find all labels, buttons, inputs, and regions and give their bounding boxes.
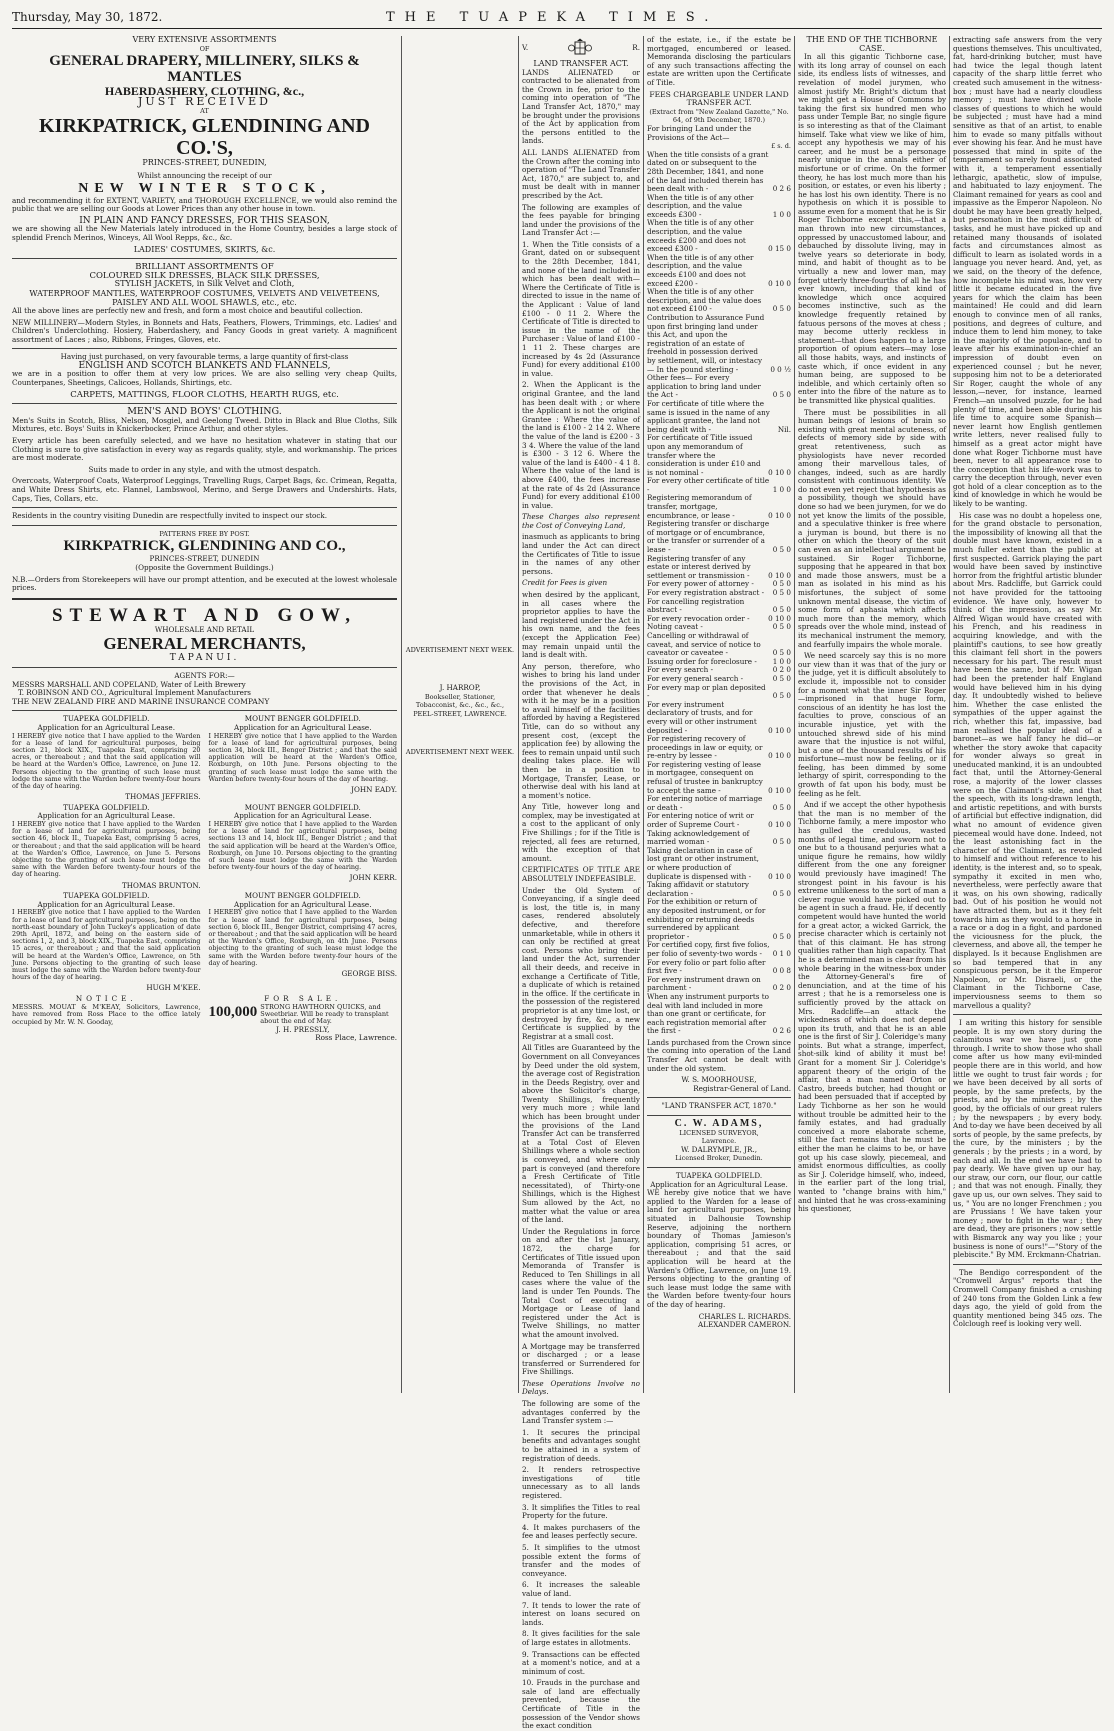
fee-description: For every instrument drawn on parchment - <box>647 974 761 993</box>
ad-ladies: LADIES' COSTUMES, SKIRTS, &c. <box>133 244 276 254</box>
notice-body: I HEREBY give notice that I have applied to the Warden for a lease of land for agricultural purposes, being section 46, block II., Tuapeka East, comprising 5 acres, or thereabout ; and that the said application will be heard at the Warden's Office, Lawrence, on June 5. Persons objecting to the granting of such lease must lodge the same with the Warden before twenty-four hours of the day of hearing. <box>12 819 201 879</box>
lease-notice <box>12 892 201 993</box>
lt-para-5: 2. When the Applicant is the original Grantee, and the land has been dealt with ; or where the Applicant is not the original Grantee : Where the value of the land is £100 - 2 14 2. Where the value of the land is £200 - 3 3 4. Where the value of the land is £300 - 3 12 6. Where the value of the land is £400 - 4 1 8. Where the value of the land is above £400, the fees increase at the rate of 4s 2d (Assurance Fund) for every additional £100 in value. <box>522 380 640 510</box>
tichborne-paragraph: extracting safe answers from the very questions themselves. This uncultivated, fat, hard-drinking butcher, must have had twice the legal though latent capacity of the sharp little ferret who created such amusement in the witness-box ; must have had a nearly cloudless memory ; must have divined whole classes of questions to which he would be subjected ; must have had a mind sensitive as that of an artist, to enable him to evade so many pitfalls without ever showing his fear. And he must have possessed that mind in spite of the temperament so rarely found associated with it, a temperament essentially lethargic, apathetic, slow of impulse, and habituated to lazy enjoyment. The Claimant remained for years as cool and impassive as the Emperor Napoleon. No doubt he may have been greatly helped, but personation in the most difficult of tasks, and he must have picked up and retained many thousands of isolated facts and circumstances almost as difficult to learn as isolated words in a language you never heard. And, yet, as we said, on the theory of the defence, how incomplete his mind was, how very little it became educated in the five years for which the claim has been maintained! He could and did learn enough to convince men of all ranks, positions, and degrees of culture, and induce them to lend him money, to take in the majority of the populace, and to leave after his examination-in-chief an impression of doubt even on experienced counsel ; but he never, supposing him not to be a deteriorated Sir Roger, caught the whole of any lesson,—never, for instance, learned French—an unsolved puzzle, for he had plenty of time, and been able during his life time to acquire some Spanish—never learnt how English gentlemen write letters, never realised fully to himself as a great actor might have done what Roger Tichborne must have been, never to all appearance rose to the conception that his life-work was to carry the deception through, never even got hold of a clear conception as to the kind of knowledge in which he would be likely to be wanting. <box>953 35 1102 509</box>
lt-advantage: 4. It makes purchasers of the fee and leases perfectly secure. <box>522 1522 640 1541</box>
lt-advantage: 7. It tends to lower the rate of interest on loans secured on lands. <box>522 1600 640 1627</box>
notice-body: I HEREBY give notice that I have applied to the Warden for a lease of land for agricultural purposes, being section 34, block III., Benger District ; and that the said application will be heard at the Warden's Office, Roxburgh, on 10th June. Persons objecting to the granting of such lease must lodge the same with the Warden before twenty-four hours of the day of hearing. <box>208 731 397 783</box>
notice-signature: JOHN KERR. <box>349 873 397 883</box>
fee-amount: 0 10 0 <box>768 785 791 795</box>
ad-whilst: Whilst announcing the receipt of our <box>137 170 272 180</box>
notice-signature: GEORGE BISS. <box>341 968 397 978</box>
fees-note: Lands purchased from the Crown since the coming into operation of the Land Transfer Act cannot be dealt with under the old system. <box>647 1037 791 1073</box>
ad-agent-3: THE NEW ZEALAND FIRE AND MARINE INSURANCE COMPANY <box>12 696 270 706</box>
fee-amount: 0 5 0 <box>772 605 791 615</box>
fee-description: For registering vesting of lease in mortgagee, consequent on refusal of trustee in bankruptcy to accept the same - <box>647 759 763 795</box>
ad-agent-2: T. ROBINSON AND CO., Agricultural Implement Manufacturers <box>18 688 251 698</box>
lt-para-7: inasmuch as applicants to bring land under the Act can direct the Certificates of Title to issue in the names of any other persons. <box>522 532 640 576</box>
fee-amount: 0 5 0 <box>772 673 791 683</box>
fee-amount: 1 0 0 <box>772 656 791 666</box>
lease-notice <box>209 715 398 801</box>
ad-having: Having just purchased, on very favourable terms, a large quantity of first-class <box>60 352 349 362</box>
notice-body: I HEREBY give notice that I have applied to the Warden for a lease of land for agricultural purposes, being sections 13 and 14, block III., Benger District ; and that the said application will be heard at the Warden's Office, Roxburgh, on June 10. Persons objecting to the granting of such lease must lodge the same with the Warden before twenty-four hours of the day of hearing. <box>208 819 397 872</box>
ad-above: All the above lines are perfectly new and fresh, and form a most choice and beautiful collection. <box>12 305 363 315</box>
notice-subheading: Application for an Agricultural Lease. <box>650 1179 788 1189</box>
fee-amount: 0 5 0 <box>772 588 791 597</box>
lt-para-10: Any person, therefore, who wishes to bring his land under the provisions of the Act, in order that whenever he deals with it he may be in a position to avail himself of the facilities afforded by having a Registered Title, can do so without any present cost, (except the application fee) by allowing the fees to remain unpaid until such dealing takes place. He will then be in a position to Mortgage, Transfer, Lease, or otherwise deal with his land at a moment's notice. <box>522 661 640 800</box>
royal-crest <box>522 38 640 58</box>
notice-body: I HEREBY give notice that I have applied to the Warden for a lease of land for agricultural purposes, being section 21, block XIX., Tuapeka East, comprising 20 acres, or thereabout ; and that the said application will be heard at the Warden's Office, Lawrence, on June 12. Persons objecting to the granting of such lease must lodge the same with the Warden before twenty-four hours of the day of hearing. <box>12 731 201 790</box>
fee-amount: 0 0 ½ <box>770 364 791 374</box>
ad-carpets: CARPETS, MATTINGS, FLOOR CLOTHS, HEARTH RUGS, etc. <box>70 389 339 400</box>
notice-heading: TUAPEKA GOLDFIELD. <box>675 1171 763 1180</box>
fee-row <box>647 684 791 701</box>
notice-heading: MOUNT BENGER GOLDFIELD. <box>244 891 361 901</box>
fee-amount: 0 5 0 <box>772 622 791 632</box>
ad-agent-1: MESSRS MARSHALL AND COPELAND, Water of Leith Brewery <box>12 679 246 689</box>
crest-v: V. <box>522 42 529 52</box>
fee-description: Registering transfer of any estate or interest derived by settlement or transmission - <box>647 553 751 580</box>
ad-mens: MEN'S AND BOYS' CLOTHING. <box>127 406 282 418</box>
issue-date: Thursday, May 30, 1872. <box>12 10 163 24</box>
ad-patterns: PATTERNS FREE BY POST. <box>159 529 250 538</box>
fee-description: When the title is of any other description, and the value exceeds £300 - <box>647 192 754 219</box>
lt-para-15: Under the Regulations in force on and after the 1st January, 1872, the charge for Certificates of Title issued upon Memoranda of Transfer is Reduced to Ten Shillings in all cases where the value of the land is under Ten Pounds. The Total Cost of executing a Mortgage or Lease of land registered under the Act is Twelve Shillings, no matter what the amount involved. <box>522 1226 640 1339</box>
ad-firm-name-2: KIRKPATRICK, GLENDINING AND CO., <box>63 538 346 555</box>
ad-next-week-1: ADVERTISEMENT NEXT WEEK. <box>405 646 515 654</box>
fee-amount: 0 10 0 <box>768 570 791 580</box>
adams-town: Lawrence. <box>701 1137 737 1146</box>
for-sale-address: Ross Place, Lawrence. <box>315 1033 397 1043</box>
harrop-trades: Bookseller, Stationer, Tobacconist, &c., &c., &c., <box>415 692 505 710</box>
fee-description: For entering notice of marriage or death - <box>647 794 763 812</box>
solicitors-notice <box>12 995 201 1043</box>
fee-row <box>647 812 791 829</box>
notice-body: WE hereby give notice that we have applied to the Warden for a lease of land for agricultural purposes, being situated in Dalhousie Township Reserve, adjoining the northern boundary of Thomas Jamieson's application, comprising 51 acres, or thereabout ; and that the said application will be heard at the Warden's Office, Lawrence, on June 19. Persons objecting to the granting of such lease must lodge the same with the Warden before twenty-four hours of the day of hearing. <box>647 1188 791 1309</box>
notice-signature: JOHN EADY. <box>351 784 397 794</box>
fees-bring: For bringing Land under the Provisions of the Act— <box>647 123 752 142</box>
ad-wholesale: WHOLESALE AND RETAIL <box>154 624 255 634</box>
notice-body: I HEREBY give notice that I have applied to the Warden for a lease of land for agricultural purposes, being on the north-east boundary of John Tuckey's application of date 29th April, 1872, and being on the eastern side of sections 1, 2, and 3, block XIX., Tuapeka East, comprising 15 acres, or thereabout ; and that the said application will be heard at the Warden's Office, Lawrence, on 5th June. Persons objecting to the granting of such lease must lodge the same with the Warden before twenty-four hours of the day of hearing. <box>12 908 201 982</box>
act-title: "LAND TRANSFER ACT, 1870." <box>661 1101 777 1111</box>
tichborne-paragraph: And if we accept the other hypothesis that the man is no member of the Tichborne family, a mere impostor who has gulled the credulous, wasted months of legal time, and sworn not to one but to a thousand perjuries what a unique figure he remains, how wildly different from the one any foreigner would previously have imagined! The strongest point in his favour is his extreme unlikeness to the sort of man a clever rogue would have picked out to be agent in such a fraud. He, if decently competent would have hunted the world for a great actor, a wicked Garrick, the precise character which is certainly not that of this claimant. He has strong qualities rather than high capacity. That he is a determined man is clear from his whole bearing in the witness-box under the Attorney-General's fire of denunciation, and at the time of his arrest ; that he is a remorseless one is sufficiently proved by the attack on Mrs. Radcliffe—an attack the wickedness of which does not depend upon its truth, and that he is an able one is the first of Sir J. Coleridge's many points. But what a strange, imperfect, shot-silk kind of ability it must be! Grant for a moment Sir J. Coleridge's apparent theory of the origin of the affair, that a man named Orton or Castro, breeds butcher, had thought or had been persuaded that if accepted by Lady Tichborne as her son he would without trouble be admitted heir to the family estates, and had gradually conceived a more elaborate scheme, still the fact remains that he must be either the man he claims to be, or have got up his case slowly, piecemeal, and amidst enormous difficulties, as coolly as Sir J. Coleridge himself, who, indeed, in the earlier part of the long trial, wanted to "change brains with him," and hinted that he was cross-examining his questioner, <box>798 800 946 1214</box>
column-tichborne-cont <box>953 36 1102 1393</box>
fee-row <box>647 520 791 554</box>
fee-description: For certificate of Title issued upon any memorandum of transfer where the consideration is under £10 and is not nominal - <box>647 433 761 477</box>
fee-row <box>647 494 791 520</box>
notice-signature: THOMAS BRUNTON. <box>121 880 201 890</box>
ad-haberdashery-heading: HABERDASHERY, CLOTHING, &c., <box>104 84 305 99</box>
fee-description: When the title consists of a grant dated on or subsequent to the 28th December, 1841, and none of the land included therein has been dealt with - <box>647 149 769 194</box>
fee-amount: 0 10 0 <box>768 467 791 477</box>
lt-para-6: These Charges also represent the Cost of Conveying Land, <box>522 512 640 530</box>
fee-amount: 0 5 0 <box>772 304 791 314</box>
fee-row <box>647 959 791 976</box>
tichborne-paragraph: There must be possibilities in all human beings of lesions of brain so existing with great mental acuteness, of defects of memory side by side with great retentiveness, such as physiologists have never recorded among their marvellous tales, of changes, indeed, such as are hardly consistent with continuous identity. We do not even yet reject that hypothesis as a possibility, though we should have done so had we been jurymen, for we do not yet know the limits of the possible, and a speculative thinker is free where a juryman is bound, but there is no other on which the theory of the suit can even as an intellectual argument be sustained. Sir Roger Tichborne, supposing that he appeared in that box and made those answers, must be a man as isolated in his mind as his misfortunes, the subject of some unknown mental disease, the victim of some form of aphasia which affects much more than the memory, which spreads over the whole mind, instead of its mechanical instrument the memory, and fearfully impairs the whole morale. <box>798 407 946 649</box>
adams-title: LICENSED SURVEYOR, <box>679 1128 759 1137</box>
fee-row <box>647 993 791 1036</box>
fee-amount: 0 1 0 <box>772 948 791 958</box>
fees-intro: of the estate, i.e., if the estate be mortgaged, encumbered or leased. Memoranda disclosing the particulars of any such transactions affecting the estate are written upon the Certificate of Title. <box>647 35 791 87</box>
fee-row <box>647 847 791 881</box>
crest-r: R. <box>632 42 640 52</box>
notice-subheading: Application for an Agricultural Lease. <box>234 899 372 909</box>
lt-advantage: 9. Transactions can be effected at a moment's notice, and at a minimum of cost. <box>522 1649 640 1676</box>
ad-firm-address: PRINCES-STREET, DUNEDIN, <box>142 158 267 168</box>
fee-description: For every revocation order - <box>647 613 750 623</box>
fee-description: When the title is of any other description, and the value exceeds £200 and does not exceed £300 - <box>647 218 754 254</box>
ad-brilliant: BRILLIANT ASSORTMENTS OF <box>135 262 274 273</box>
lt-para-14: All Titles are Guaranteed by the Government on all Conveyances by Deed under the old system, the average cost of Registration in the Deeds Registry, over and above the Solicitor's charge, Twenty Shillings, frequently very much more ; while land which has been brought under the provisions of the Land Transfer Act can be transferred at a Total Cost of Eleven Shillings where a whole section is conveyed, and where only part is conveyed (and therefore a Fresh Certificate of Title necessitated), of Thirty-one Shillings, which is the Highest Sum allowed by the Act, no matter what the value or area of the land. <box>522 1043 640 1225</box>
masthead <box>12 10 1102 29</box>
notice-signature: CHARLES L. RICHARDS. <box>698 1311 791 1321</box>
for-sale-signature: J. H. PRESSLY, <box>276 1024 330 1034</box>
fee-description: Taking declaration in case of lost grant or other instrument, or where production of duplicate is dispensed with - <box>647 845 759 881</box>
column-fees <box>647 36 791 1393</box>
ad-at: AT <box>200 106 209 115</box>
ad-every: Every article has been carefully selected, and we have no hesitation whatever in stating that our Clothing is sure to give satisfaction in every way as regards quality, style, and workmanship. The prices are most moderate. <box>12 436 397 463</box>
newspaper-title: THE TUAPEKA TIMES. <box>385 10 719 25</box>
registrar-title: Registrar-General of Land. <box>693 1083 791 1093</box>
fee-amount: 0 10 0 <box>768 751 791 761</box>
lt-para-3: The following are examples of the fees payable for bringing land under the provisions of the Land Transfer Act :— <box>522 202 640 238</box>
fee-amount: 0 0 8 <box>772 966 791 976</box>
column-land-transfer <box>522 36 640 1731</box>
fee-amount: 0 10 0 <box>768 820 791 830</box>
dalrymple-title: Licensed Broker, Dunedin. <box>675 1154 763 1163</box>
fee-row <box>647 941 791 958</box>
fee-description: Registering memorandum of transfer, mortgage, encumbrance, or lease - <box>647 493 752 520</box>
ad-nb: N.B.—Orders from Storekeepers will have our prompt attention, and be executed at the lowest wholesale prices. <box>12 574 397 593</box>
fee-description: For certified copy, first five folios, per folio of seventy-two words - <box>647 940 770 958</box>
ad-assortments: VERY EXTENSIVE ASSORTMENTS <box>132 35 277 44</box>
lt-para-2: ALL LANDS ALIENATED from the Crown after the coming into operation of "The Land Transfer Act, 1870," are subject to, and must be dealt with in manner prescribed by the Act. <box>522 147 640 200</box>
ad-just-received: JUST RECEIVED <box>138 95 271 109</box>
notice-heading: NOTICE. <box>75 993 137 1003</box>
for-sale-quantity: 100,000 <box>208 1003 258 1020</box>
fee-description: Cancelling or withdrawal of caveat, and service of notice to caveator or caveatee - <box>647 630 761 658</box>
fee-row <box>647 151 791 194</box>
fee-description: When the title is of any other description, and the value does not exceed £100 - <box>647 287 762 314</box>
fee-description: Taking acknowledgement of married woman - <box>647 828 750 847</box>
tichborne-paragraph: In all this gigantic Tichborne case, with its long array of counsel on each side, its endless lists of witnesses, and revelation of model jurymen, who almost justify Mr. Bright's dictum that we might get a House of Commons by taking the first six hundred men who pass under Temple Bar, no single figure is so interesting as that of the Claimant himself. Take what view we like of him, accept any hypothesis we may of his career, and he must be a personage nearly unique in the annals either of misfortune or of crime. On the former theory, he has lost much more than his position, or estates, or even his liberty ; he has lost his own identity. There is no hypothesis on which it is possible to assume even for a moment that he is Sir Roger Tichborne except this,—that a man thrown into new circumstances, oppressed by unaccustomed labour, and debauched by dissolute living, may in twelve years so deteriorate in body, mind, and habit of thought as to be virtually a new and lower man, may forget utterly three-fourths of all he has ever known, including that kind of knowledge which once acquired becomes instinctive, such as the knowledge frequently retained by fatuous persons of the moves at chess ; may become utterly reckless in statement—that does happen to a large proportion of opium eaters—may lose all those habits, ways, and instincts of caste which, if once evident in any human being, are supposed to be indelible, and which certainly often so enter into the fibre of the nature as to be transmitted like physical qualities. <box>798 52 946 405</box>
fee-description: For every power of attorney - <box>647 579 754 589</box>
notice-signature: HUGH M'KEE. <box>146 983 201 993</box>
notice-signature: THOMAS JEFFRIES. <box>125 792 201 802</box>
fees-heading: FEES CHARGEABLE UNDER LAND TRANSFER ACT. <box>649 89 789 108</box>
lt-advantage: 6. It increases the saleable value of land. <box>522 1580 640 1598</box>
ad-blankets: ENGLISH AND SCOTCH BLANKETS AND FLANNELS, <box>78 360 331 371</box>
dalrymple-name: W. DALRYMPLE, JR., <box>680 1144 757 1154</box>
fee-description: When the title is of any other description, and the value exceeds £100 and does not exceed £200 - <box>647 252 754 288</box>
ad-coloured: COLOURED SILK DRESSES, BLACK SILK DRESSES, <box>89 270 320 281</box>
notice-heading: MOUNT BENGER GOLDFIELD. <box>244 802 361 812</box>
ad-showing: we are showing all the New Materials lately introduced in the Home Country, besides a large stock of splendid French Merinos, Winceys, All Wool Repps, &c., &c. <box>12 224 397 242</box>
lt-advantage: 3. It simplifies the Titles to real Property for the future. <box>522 1502 640 1521</box>
notice-heading: TUAPEKA GOLDFIELD. <box>63 714 150 724</box>
fee-row <box>647 374 791 400</box>
fee-amount: 0 2 0 <box>772 983 791 993</box>
fee-row <box>647 830 791 847</box>
for-sale-notice <box>209 995 398 1043</box>
lt-para-9: when desired by the applicant, in all cases where the proprietor applies to have the land registered under the Act in his own name, and the fees (except the Application Fee) may remain unpaid until the land is dealt with. <box>522 590 640 660</box>
lt-advantage: 2. It renders retrospective investigations of title unnecessary as to all lands registered. <box>522 1465 640 1500</box>
fee-amount: 0 5 0 <box>772 390 791 400</box>
ad-drapery-heading: GENERAL DRAPERY, MILLINERY, SILKS & MANTLES <box>49 53 360 86</box>
land-transfer-heading: LAND TRANSFER ACT. <box>533 59 629 68</box>
notice-subheading: Application for an Agricultural Lease. <box>37 722 175 732</box>
column-tichborne <box>798 36 946 1393</box>
fee-amount: 0 5 0 <box>772 579 791 589</box>
fee-description: Contribution to Assurance Fund upon first bringing land under this Act, and upon the registration of an estate of freehold in possession derived by settlement, will, or intestacy— In the pound sterling - <box>647 313 765 374</box>
fee-description: For every general search - <box>647 673 744 683</box>
fee-amount: 1 0 0 <box>772 209 791 219</box>
ad-tapanui: TAPANUI. <box>169 653 240 664</box>
lt-advantage: 8. It gives facilities for the sale of large estates in allotments. <box>522 1629 640 1647</box>
lt-para-16: A Mortgage may be transferred or discharged ; or a lease transferred or Surrendered for Five Shillings. <box>522 1341 640 1377</box>
fee-description: For every search - <box>647 665 714 675</box>
ad-suits: Men's Suits in Scotch, Bliss, Nelson, Mosgiel, and Geelong Tweed. Ditto in Black and Blue Cloths, Silk Mixtures, etc. Boys' Suits in Knickerbocker, Prince Arthur, and other styles. <box>12 415 397 434</box>
coat-of-arms-icon <box>568 38 592 58</box>
ad-next-week-2: ADVERTISEMENT NEXT WEEK. <box>405 748 515 756</box>
ad-general-merchants: GENERAL MERCHANTS, <box>103 634 306 654</box>
bendigo-news: The Bendigo correspondent of the "Cromwell Argus" reports that the Cromwell Company finished a crushing of 240 tons from the Golden Link a few days ago, the yield of gold from the quantity mentioned being 345 ozs. The Colclough reef is looking very well. <box>953 1267 1102 1329</box>
notice-subheading: Application for an Agricultural Lease. <box>37 899 175 909</box>
fee-row <box>647 254 791 288</box>
ad-residents: Residents in the country visiting Dunedin are respectfully invited to inspect our stock. <box>12 511 328 521</box>
lt-para-17: These Operations Involve no Delays. <box>522 1378 640 1397</box>
lt-para-18: The following are some of the advantages conferred by the Land Transfer system :— <box>522 1399 640 1426</box>
lease-notices <box>12 715 397 1043</box>
fee-description: For entering notice of writ or order of Supreme Court - <box>647 811 754 830</box>
fee-row <box>647 555 791 581</box>
fee-description: For the exhibition or return of any deposited instrument, or for exhibiting or returning deeds surrendered by applicant proprietor - <box>647 897 766 941</box>
fee-row <box>647 598 791 615</box>
fee-row <box>647 881 791 898</box>
ad-order: Suits made to order in any style, and with the utmost despatch. <box>88 464 321 474</box>
erckmann-excerpt: I am writing this history for sensible people. It is my own story during the calamitous war we have just gone through. I write to show those who shall come after us how many evil-minded people there are in this world, and how little we ought to trust fair words ; for we have been deceived by all sorts of people, by the same prefects, by the priests, and by the ministers ; by the good, by the officials of our great rulers ; by the newspapers ; by every body. And to-day we have been deceived by all sorts of people, by the same prefects, by the cure, by the ministers ; by the generals ; by the priests ; in a word, by each and all. In the end we have had to pay dearly. We have given up our hay, our straw, our corn, our flour, our cattle ; and that was not enough. Finally, they gave up us, our own selves. They said to us, " You are no longer Frenchmen ; you are Prussians ! We have taken your money ; now to fight in the war ; they are dead, they are prisoners ; now settle with Bismarck any way you like ; your business is none of ours!"—"Story of the plebiscite." By MM. Erckmann-Chatrian. <box>953 1018 1102 1260</box>
fee-amount: 0 5 0 <box>772 648 791 658</box>
ad-position: we are in a position to offer them at very low prices. We are also selling very cheap Quilts, Counterpanes, Sheetings, Calicoes, Hollands, Shirtings, etc. <box>12 369 397 388</box>
fee-amount: 0 5 0 <box>772 837 791 847</box>
ad-firm-address-2: PRINCES-STREET, DUNEDIN <box>149 554 260 564</box>
fee-description: For registering recovery of proceedings in law or equity, or re-entry by lessee - <box>647 734 763 761</box>
lt-para-13: Under the Old System of Conveyancing, if a single deed is lost, the title is, in many cases, rendered absolutely defective, and therefore unmarketable, while in others it can only be rectified at great cost. Persons who bring their land under the Act, surrender all their deeds, and receive in exchange a Certificate of Title, a duplicate of which is retained in the office. If the certificate in the possession of the registered proprietor is at any time lost, or destroyed by fire, &c., a new Certificate is supplied by the Registrar at a small cost. <box>522 885 640 1041</box>
ad-opposite: (Opposite the Government Buildings.) <box>135 562 274 572</box>
lt-para-4: 1. When the Title consists of a Grant, dated on or subsequent to the 28th December, 1841, and none of the land included in which has been dealt with— Where the Certificate of Title is directed to issue in the name of the Applicant : Value of land £100 - 0 11 2. Where the Certificate of Title is directed to issue in the name of the Purchaser : Value of land £100 - 1 11 2. These charges are increased by 4s 2d (Assurance Fund) for every additional £100 in value. <box>522 239 640 378</box>
fee-row <box>647 898 791 941</box>
fee-amount: 0 10 0 <box>768 510 791 520</box>
fee-description: For every map or plan deposited - <box>647 682 766 701</box>
notice-heading: FOR SALE. <box>264 993 342 1003</box>
fee-row <box>647 219 791 253</box>
fee-row <box>647 795 791 812</box>
ad-harrop <box>405 684 515 718</box>
notice-body: I HEREBY give notice that I have applied to the Warden for a lease of land for agricultural purposes, being section 6, block III., Benger District, comprising 47 acres, or thereabout ; and that the said application will be heard at the Warden's Office, Roxburgh, on 4th June. Persons objecting to the granting of such lease must lodge the same with the Warden before twenty-four hours of the day of hearing. <box>208 908 397 967</box>
fee-description: For every other certificate of title - <box>647 476 770 494</box>
ad-agents: AGENTS FOR:— <box>174 670 235 680</box>
fee-description: When any instrument purports to deal with land included in more than one grant or certificate, for each registration memorial after the first - <box>647 991 769 1036</box>
fee-description: Other fees— For every application to bring land under the Act - <box>647 373 761 400</box>
fee-row <box>647 735 791 761</box>
fee-description: For every registration abstract - <box>647 588 765 597</box>
fee-amount: 0 5 0 <box>772 691 791 701</box>
fee-row <box>647 400 791 434</box>
fee-row <box>647 701 791 735</box>
notice-body: MESSRS. MOUAT & M'KEAY, Solicitors, Lawrence, have removed from Ross Place to the office lately occupied by Mr. W. N. Gooday, <box>12 1002 201 1026</box>
harrop-name: J. HARROP, <box>439 683 481 692</box>
ad-jackets: STYLISH JACKETS, in Silk Velvet and Cloth, <box>114 279 295 289</box>
fee-row <box>647 314 791 374</box>
fee-amount: 0 5 0 <box>772 802 791 812</box>
fee-row <box>647 632 791 658</box>
fee-amount: 0 15 0 <box>768 244 791 254</box>
fees-extract: (Extract from "New Zealand Gazette," No. 64, of 9th December, 1870.) <box>649 107 789 125</box>
notice-subheading: Application for an Agricultural Lease. <box>37 811 175 821</box>
fee-row <box>647 194 791 220</box>
tichborne-heading: THE END OF THE TICHBORNE CASE. <box>806 35 938 53</box>
notice-subheading: Application for an Agricultural Lease. <box>234 811 372 821</box>
notice-heading: TUAPEKA GOLDFIELD. <box>63 802 150 812</box>
lease-notice <box>209 804 398 890</box>
lt-para-8: Credit for Fees is given <box>522 578 608 588</box>
lease-notice <box>12 804 201 890</box>
fee-amount: 0 2 6 <box>772 184 791 194</box>
fee-row <box>647 976 791 993</box>
fee-row <box>647 288 791 314</box>
tichborne-paragraph: We need scarcely say this is no more our view than it was that of the jury or the judge, yet it is difficult absolutely to exclude it, impossible not to consider for a moment what the inner Sir Roger—imprisoned in that huge form, conscious of an identity he has lost the faculties to prove, conscious of an incurable injustice, yet with the untouched shrewd side of his mind aware that the injustice is not wilful, but a one of the thousand results of his misfortune—must now be feeling, or if feeling, has been dimmed by some lethargy of spirit, corresponding to the growth of fat upon his body, must be feeling as he felt. <box>798 651 946 798</box>
lt-para-1: LANDS ALIENATED or contracted to be alienated from the Crown in fee, prior to the coming into operation of "The Land Transfer Act, 1870," may be brought under the provisions of the Act by application from the persons entitled to the lands. <box>522 67 640 146</box>
fee-description: Taking affidavit or statutory declaration - <box>647 880 749 898</box>
fees-lsd: £ s. d. <box>771 142 791 151</box>
fee-amount: 0 2 0 <box>772 665 791 675</box>
fee-row <box>647 761 791 795</box>
ad-firm-name: KIRKPATRICK, GLENDINING AND CO.'S, <box>39 115 370 160</box>
harrop-address: PEEL-STREET, LAWRENCE. <box>413 709 507 718</box>
fee-description: For every folio or part folio after first five - <box>647 957 766 976</box>
fee-amount: 0 10 0 <box>768 278 791 288</box>
fee-description: Registering transfer or discharge of mortgage or of encumbrance, or the transfer or surrender of a lease - <box>647 519 770 555</box>
ad-stewart-gow: STEWART AND GOW, <box>51 604 358 626</box>
fee-amount: Nil. <box>777 424 791 434</box>
ad-plain-fancy: IN PLAIN AND FANCY DRESSES, FOR THIS SEASON, <box>79 215 330 226</box>
fee-amount: 0 2 6 <box>772 1026 791 1036</box>
fee-row <box>647 477 791 494</box>
adams-name: C. W. ADAMS, <box>674 1118 764 1130</box>
fee-description: For every instrument declaratory of trusts, and for every will or other instrument deposited - <box>647 699 757 735</box>
lt-advantage: 1. It secures the principal benefits and advantages sought to be attained in a system of registration of deeds. <box>522 1427 640 1463</box>
column-small-ads <box>405 36 515 1393</box>
fee-description: Noting caveat - <box>647 622 703 632</box>
for-sale-body: STRONG HAWTHORN QUICKS, and Sweetbriar. Will be ready to transplant about the end of May. <box>260 1002 389 1026</box>
fee-description: For certificate of title where the same is issued in the name of any applicant grantee, the land not being dealt with - <box>647 398 770 434</box>
lease-notice <box>12 715 201 801</box>
fee-description: For cancelling registration abstract - <box>647 596 745 615</box>
lt-para-12: CERTIFICATES OF TITLE ARE ABSOLUTELY INDEFEASIBLE. <box>522 865 640 884</box>
notice-subheading: Application for an Agricultural Lease. <box>234 722 372 732</box>
fee-amount: 0 10 0 <box>768 725 791 735</box>
fee-row <box>647 434 791 477</box>
ad-mantles: WATERPROOF MANTLES, WATERPROOF COSTUMES, VELVETS AND VELVETEENS, PAISLEY AND ALL WOOL SHAWLS, etc., etc. <box>29 288 380 307</box>
fee-amount: 0 10 0 <box>768 613 791 623</box>
ad-winter-stock: NEW WINTER STOCK, <box>78 180 331 196</box>
ad-of: OF <box>199 44 210 53</box>
ad-recommend: and recommending it for EXTENT, VARIETY, and THOROUGH EXCELLENCE, we would also remind the public that we are selling our Goods at Lower Prices than any other house in town. <box>12 195 397 214</box>
ad-millinery: NEW MILLINERY—Modern Styles, in Bonnets and Hats, Feathers, Flowers, Trimmings, etc. Ladies' and Children's Underclothing. Hosiery, Haberdashery, and Fancy Goods in great variety. A magnificent assortment of Laces ; also, Ribbons, Fringes, Gloves, etc. <box>12 317 397 344</box>
fee-amount: 1 0 0 <box>772 484 791 494</box>
lt-advantage: 10. Frauds in the purchase and sale of land are effectually prevented, because the Certificate of Title in the possession of the Vendor shows the exact condition <box>522 1678 640 1731</box>
notice-signature: ALEXANDER CAMERON. <box>698 1320 791 1330</box>
fee-amount: 0 10 0 <box>768 871 791 881</box>
fee-amount: 0 5 0 <box>772 888 791 898</box>
lease-notice <box>209 892 398 993</box>
fee-description: Issuing order for foreclosure - <box>647 656 757 666</box>
notice-heading: TUAPEKA GOLDFIELD. <box>63 891 150 901</box>
lt-para-11: Any Title, however long and complex, may be investigated at a cost to the applicant of only Five Shillings ; for if the Title is rejected, all fees are returned, with the exception of that amount. <box>522 802 640 863</box>
column-advertisements <box>12 36 397 1393</box>
lt-advantage: 5. It simplifies to the utmost possible extent the forms of transfer and the modes of conveyance. <box>522 1542 640 1578</box>
registrar-signature: W. S. MOORHOUSE, <box>681 1075 757 1085</box>
tichborne-paragraph: His case was no doubt a hopeless one, for the grand obstacle to personation, the impossibility of knowing all that the double must have known, existed in a much fuller extent than the public at first suspected. Garrick playing the part would have been saved by instinctive horror from the frightful artistic blunder about Mrs. Radcliffe, but Garrick could not have provided for the tattooing evidence. We have only, however to think of the impression, as say Mr. Alfred Wigan would have created with his French, and his readiness in acquiring knowledge, and with the plaintiff's cautions, to see how greatly this claimant fell short in the powers necessary for his part. The result must have been the same, but if Mr. Wigan had been the pretender half England would have believed him in his dying day. It undoubtedly wished to believe him. Whether the case enlisted the sympathies of the upper against the rich, whether this fat, impassive, bad man realised the popular ideal of a baronet—as we half fancy he did—or whether the story awoke that capacity for wonder always so great in uneducated mankind, it is an undoubted fact that, until the Attorney-General rose, a majority of the lower classes were on the Claimant's side, and that the speech, with its long-drawn length, and artistic repetitions, and with bursts of artificial but effective indignation, did what no amount of evidence given piecemeal would have done. Indeed, not the least astonishing fact in the character of the Claimant, as revealed to himself and without reference to his identity, is the interest and, so to speak, sympathy it excited in men who, nevertheless, were perfectly aware that it was, on his own showing, radically bad. Out of his position he would not have attracted them, but as it they felt towards him as they would to a horse in a race or a dog in a fight, and pardoned the viciousness for the pluck, the cleverness, and above all, the temper he displayed. Is it because Englishmen are so bad tempered that in any conspicuous person, be it the Emperor Napoleon, or Mr. Disraeli, or the Claimant in the Tichborne Case, imperviousness seems to them so marvellous a quality? <box>953 510 1102 1010</box>
fees-table <box>647 151 791 1036</box>
notice-heading: MOUNT BENGER GOLDFIELD. <box>244 714 361 724</box>
fee-amount: 0 5 0 <box>772 931 791 941</box>
fee-amount: 0 5 0 <box>772 545 791 555</box>
ad-overcoats: Overcoats, Waterproof Coats, Waterproof Leggings, Travelling Rugs, Carpet Bags, &c. Crimean, Regatta, and White Dress Shirts, etc. Flannel, Lambswool, Merino, and Serge Drawers and Undershirts. Hats, Caps, Ties, Collars, etc. <box>12 476 397 503</box>
